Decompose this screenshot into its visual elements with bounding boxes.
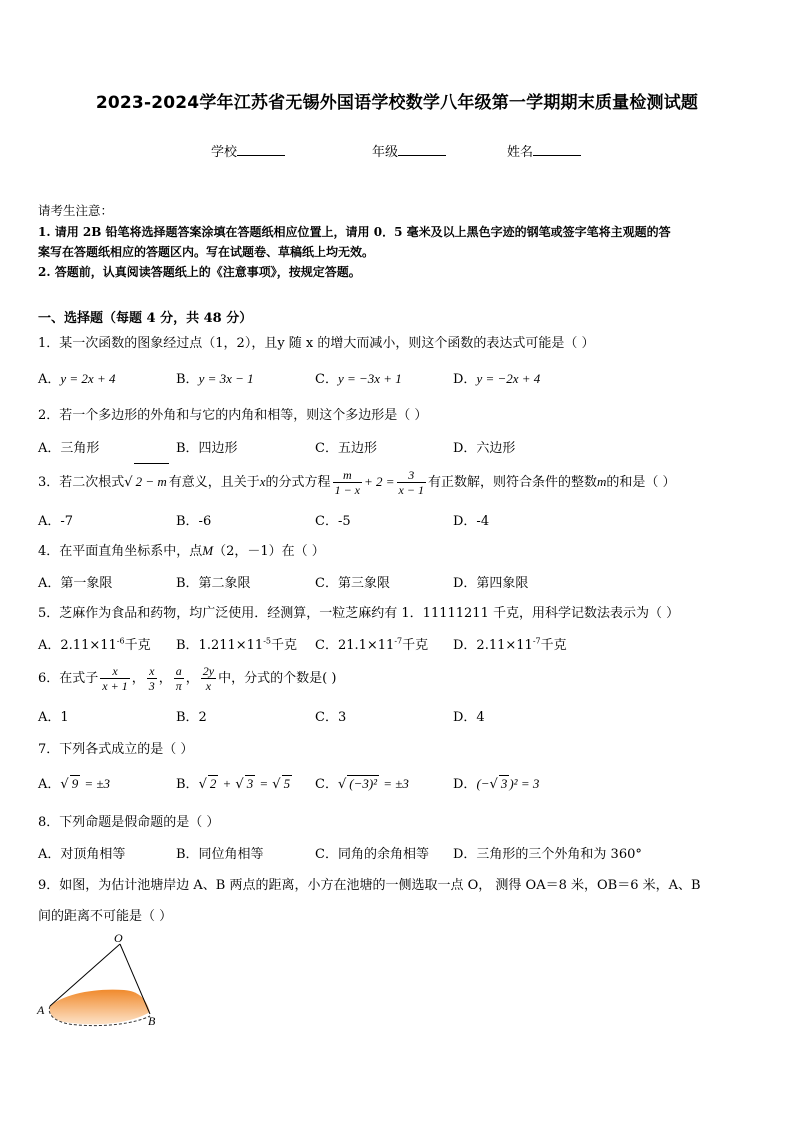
school-blank xyxy=(237,143,285,156)
label-o: O xyxy=(114,932,123,945)
q2-option-b: B．四边形 xyxy=(176,441,238,456)
q7-option-a: A．√ 9 = ±3 xyxy=(38,776,110,792)
q6-option-d: D．4 xyxy=(453,710,485,725)
q1-option-a: A．y = 2x + 4 xyxy=(38,371,116,387)
q6-option-c: C．3 xyxy=(315,710,347,725)
q5-stem: 5．芝麻作为食品和药物，均广泛使用．经测算，一粒芝麻约有 1．11111211 千克，用科学记数法表示为（ ） xyxy=(38,606,680,621)
q9-line-1: 9．如图，为估计池塘岸边 A、B 两点的距离，小方在池塘的一侧选取一点 O， 测得 OA＝8 米，OB＝6 米，A、B xyxy=(38,878,701,893)
q4-option-b: B．第二象限 xyxy=(176,576,251,591)
q4-option-c: C．第三象限 xyxy=(315,576,390,591)
label-b: B xyxy=(148,1014,156,1028)
q7-option-b: B．√ 2 + √ 3 = √ 5 xyxy=(176,776,291,792)
q2-stem: 2．若一个多边形的外角和与它的内角和相等，则这个多边形是（ ） xyxy=(38,408,428,423)
q2-option-a: A．三角形 xyxy=(38,441,100,456)
name-blank xyxy=(533,143,581,156)
q3-option-a: A．-7 xyxy=(38,514,74,529)
q3-fraction-1: $\frac{m}{1 - x}$ xyxy=(334,468,360,497)
q8-option-b: B．同位角相等 xyxy=(176,847,264,862)
label-a: A xyxy=(37,1003,45,1017)
q4-option-d: D．第四象限 xyxy=(453,576,529,591)
q8-stem: 8．下列命题是假命题的是（ ） xyxy=(38,815,220,830)
q1-stem: 1．某一次函数的图象经过点（1，2），且y 随 x 的增大而减小，则这个函数的表达式可能是（ ） xyxy=(38,336,595,351)
q5-option-c: C．$21.1\times 11^{-7}$千克 xyxy=(315,636,429,653)
q2-option-d: D．六边形 xyxy=(453,441,516,456)
q1-option-d: D．y = −2x + 4 xyxy=(453,371,541,387)
pond-shape xyxy=(50,990,150,1025)
q1-option-c: C．y = −3x + 1 xyxy=(315,371,402,387)
page-title: 2023-2024学年江苏省无锡外国语学校数学八年级第一学期期末质量检测试题 xyxy=(95,93,699,113)
q3-radicand: 2 − m xyxy=(134,463,169,500)
q5-option-a: A．$2.11\times 11^{-6}$千克 xyxy=(38,636,151,653)
q7-stem: 7．下列各式成立的是（ ） xyxy=(38,742,194,757)
q6-option-b: B．2 xyxy=(176,710,207,725)
grade-label: 年级 xyxy=(372,145,399,160)
q2-option-c: C．五边形 xyxy=(315,441,377,456)
q6-stem: 6．在式子 $\frac{x}{x + 1}$ ， $\frac{x}{3}$ ， $\frac{a}{\pi}$ ， $\frac{2y}{x}$ 中，分式的个数是( ) xyxy=(38,664,337,693)
q6-fraction-1: $\frac{x}{x + 1}$ xyxy=(102,664,128,693)
section-heading: 一、选择题（每题 4 分，共 48 分） xyxy=(38,311,253,326)
q7-option-c: C．√ (−3)² = ±3 xyxy=(315,776,409,792)
q4-stem: 4．在平面直角坐标系中，点M（2，－1）在（ ） xyxy=(38,543,325,559)
q3-option-b: B．-6 xyxy=(176,514,212,529)
q6-option-a: A．1 xyxy=(38,710,69,725)
notice-line-1: 1. 请用 2B 铅笔将选择题答案涂填在答题纸相应位置上，请用 0．5 毫米及以上黑色字迹的钢笔或签字笔将主观题的答 xyxy=(38,225,671,239)
q6-fraction-3: $\frac{a}{\pi}$ xyxy=(175,664,182,693)
q8-option-d: D．三角形的三个外角和为 360° xyxy=(453,847,642,862)
q6-fraction-2: $\frac{x}{3}$ xyxy=(148,664,155,693)
q5-option-b: B．$1.211\times 11^{-5}$千克 xyxy=(176,636,298,653)
q7-option-d: D．(−√ 3 )² = 3 xyxy=(453,776,540,792)
notice-line-2: 案写在答题纸相应的答题区内。写在试题卷、草稿纸上均无效。 xyxy=(38,245,375,259)
q3-option-d: D．-4 xyxy=(453,514,490,529)
q6-fraction-4: $\frac{2y}{x}$ xyxy=(202,664,215,693)
notice-heading: 请考生注意： xyxy=(38,203,114,218)
name-field xyxy=(507,141,581,160)
school-label: 学校 xyxy=(211,145,238,160)
q3-option-c: C．-5 xyxy=(315,514,351,529)
pond-diagram xyxy=(34,932,174,1032)
q9-line-2: 间的距离不可能是（ ） xyxy=(38,909,173,924)
q5-option-d: D．$2.11\times 11^{-7}$千克 xyxy=(453,636,567,653)
q1-option-b: B．y = 3x − 1 xyxy=(176,371,254,387)
q8-option-c: C．同角的余角相等 xyxy=(315,847,429,862)
q8-option-a: A．对顶角相等 xyxy=(38,847,126,862)
grade-field xyxy=(372,141,446,160)
q4-option-a: A．第一象限 xyxy=(38,576,113,591)
q3-fraction-2: $\frac{3}{x - 1}$ xyxy=(398,468,424,497)
name-label: 姓名 xyxy=(507,145,534,160)
school-field xyxy=(211,141,285,160)
notice-line-3: 2. 答题前，认真阅读答题纸上的《注意事项》，按规定答题。 xyxy=(38,265,361,279)
q3-stem: 3．若二次根式√ 2 − m 有意义，且关于x的分式方程 $\frac{m}{1 - x}$ + 2 = $\frac{3}{x - 1}$ 有正数解，则符合条件的整数m的和是（ ） xyxy=(38,463,676,501)
grade-blank xyxy=(398,143,446,156)
